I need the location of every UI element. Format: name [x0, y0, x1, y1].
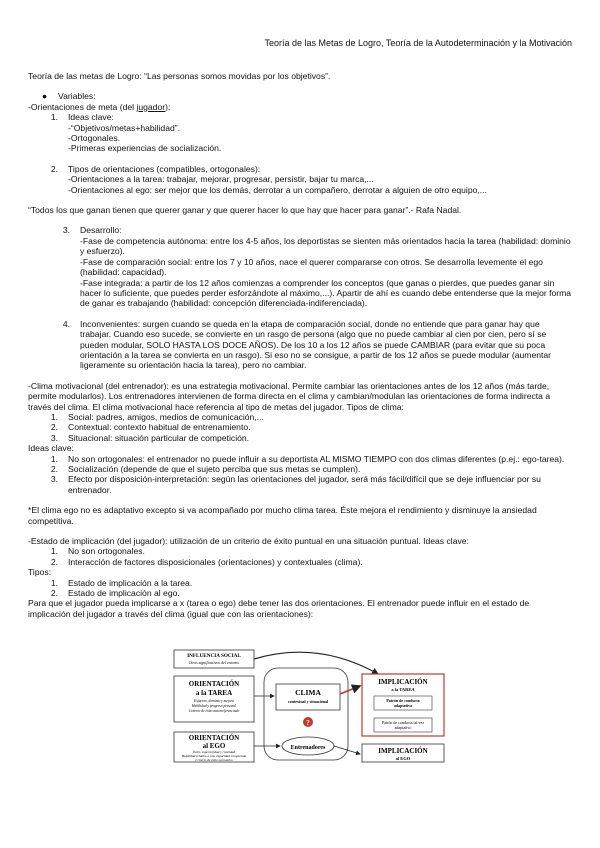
clima-idea: 2. Socialización (depende de que el sujeto perciba que sus metas se cumplen).: [50, 464, 361, 474]
svg-text:Patrón de conducta: Patrón de conducta: [386, 698, 420, 703]
clima-type: 2. Contextual: contexto habitual de entrenamiento.: [50, 422, 251, 433]
orientacion-ego-title: ORIENTACIÓN: [188, 734, 240, 742]
clima-title: CLIMA: [295, 688, 321, 697]
clima-diagram: [168, 646, 451, 764]
clima-sub: contextual y situacional: [287, 699, 329, 704]
implicacion-intro: -Estado de implicación (del jugador): utilización de un criterio de éxito puntual en una situación puntual. Ideas clave:: [28, 536, 469, 547]
clima-ego-arrow: [334, 746, 360, 754]
clima-note: *El clima ego no es adaptativo excepto si va acompañado por mucho clima tarea. Éste mejora el rendimiento y disminuye la ansiedad competitiva.: [28, 505, 537, 526]
implicacion-idea: 1. No son ortogonales.: [50, 546, 145, 557]
svg-text:?: ?: [306, 719, 310, 727]
tarea-small-3: Criterio de éxito autorreferenciado: [188, 709, 240, 713]
tarea-small-1: Esfuerzo, dominio y mejora: [194, 699, 234, 703]
orientacion-ego-sub: al EGO: [202, 742, 226, 750]
ego-small-1: Éxito, superioridad y rivalidad: [192, 750, 236, 754]
implicacion-ego-title: IMPLICACIÓN: [378, 747, 428, 755]
clima-tarea-arrow: [340, 686, 360, 694]
desarrollo-item: 3. Desarrollo: -Fase de competencia autónoma: entre los 4-5 años, los deportistas se sienten más orientados hacia la tarea (habilidad: dominio y esfuerzo). -Fase de comparación social: entre los 7 y 10 años, nace el querer compararse con otros. Se desarrolla levemente el ego (habilidad: capacidad). -Fase integrada: a partir de los 12 años comienzas a comprender los conceptos (que ganas o pierdes, que puedes ganar sin hacer lo suficiente, que puedes perder esforzándote al máximo,...). Apartir de ahí es cuando debe entenderse que la mejor forma de ganar es trabajando (habilidad: concepción diferenciada-indiferenciada).: [62, 225, 572, 309]
page-header: Teoría de las Metas de Logro, Teoría de la Autodeterminación y la Motivación: [264, 38, 572, 48]
orientaciones-heading: -Orientaciones de meta (del jugador):: [28, 101, 171, 112]
bullet-dot-icon: ●: [42, 91, 48, 102]
implicacion-tarea-sub: a la TAREA: [391, 687, 415, 692]
implicacion-closing: Para que el jugador pueda implicarse a x (tarea o ego) debe tener las dos orientaciones. El entrenador puede influir en el estado de implicación del jugador a través del clima (igual que con las orientaciones):: [28, 598, 530, 619]
implicacion-idea: 2. Interacción de factores disposicionales (orientaciones) y contextuales (clima).: [50, 556, 363, 567]
implicacion-tarea-title: IMPLICACIÓN: [378, 678, 428, 686]
svg-text:adaptativo: adaptativo: [393, 703, 413, 708]
implicacion-tipos-label: Tipos:: [28, 567, 52, 578]
clima-idea: 3. Efecto por disposición-interpretación: según las orientaciones del jugador, será más fácil/difícil que se deje influenciar por su entrenador.: [50, 474, 541, 495]
entrenadores-label: Entrenadores: [290, 745, 326, 751]
tarea-small-2: Habilidad y progreso personal: [191, 704, 237, 708]
clima-type: 3. Situacional: situación particular de competición.: [50, 432, 250, 443]
clima-ideas-label: Ideas clave:: [28, 443, 74, 454]
intro-line: Teoría de las metas de Logro: “Las personas somos movidas por los objetivos”.: [28, 71, 331, 81]
implicacion-ego-sub: al EGO: [395, 756, 411, 761]
clima-idea: 1. No son ortogonales: el entrenador no puede influir a su deportista AL MISMO TIEMPO con dos climas diferentes (p.ej.: ego-tarea).: [50, 453, 565, 464]
document-body: [28, 71, 573, 619]
svg-text:adaptativo: adaptativo: [394, 725, 412, 730]
implicacion-tipo: 1. Estado de implicación a la tarea.: [50, 577, 193, 588]
clima-intro: -Clima motivacional (del entrenador): es una estrategia motivacional. Permite cambiar las orientaciones antes de los 12 años (más tarde, permite modularlos). Los entrenadores intervienen de forma directa en el clima y cambian/modulan las orientaciones de forma indirecta a través del clima. El clima motivacional hace referencia al tipo de metas del jugador. Tipos de clima:: [28, 380, 551, 412]
tipos-item: 2. Tipos de orientaciones (compatibles, ortogonales): -Orientaciones a la tarea: trabajar, mejorar, progresar, persistir, bajar tu marca,... -Orientaciones al ego: ser mejor que los demás, derrotar a un compañero, derrotar a alguien de otro equipo,...: [50, 163, 487, 195]
svg-text:Patrón de conducta tal vez: Patrón de conducta tal vez: [381, 720, 425, 725]
orientacion-tarea-title: ORIENTACIÓN: [188, 680, 240, 688]
inconvenientes-item: 4. Inconvenientes: surgen cuando se queda en la etapa de comparación social, donde no entiende que para ganar hay que trabajar. Cuando eso sucede, se convierte en un rasgo de persona (algo que no puede cambiar al cien por cien, pero sí se pueden modular, SOLO HASTA LOS DOCE AÑOS). De los 10 a los 12 años se puede CAMBIAR (para evitar que su poca orientación a la tarea se convierta en un rasgo). Si eso no se consigue, a partir de los 12 años se puede modular (aumentar ligeramente su orientación hacia la tarea), pero no cambiar.: [62, 318, 552, 371]
variables-bullet: ● Variables:: [42, 91, 96, 102]
orientacion-tarea-sub: a la TAREA: [195, 689, 233, 697]
ego-small-3: Criterio de éxito normativo: [195, 758, 233, 762]
influencia-sub: Otros significativos del entorno: [188, 660, 240, 665]
influencia-arrow: [254, 652, 378, 674]
influencia-title: INFLUENCIA SOCIAL: [187, 653, 241, 659]
ego-small-2: Habilidad relativa a una capacidad comparada: [181, 754, 247, 758]
clima-type: 1. Social: padres, amigos, medios de comunicación,...: [50, 411, 264, 422]
implicacion-tipo: 2. Estado de implicación al ego.: [50, 588, 180, 599]
nadal-quote: “Todos los que ganan tienen que querer ganar y que querer hacer lo que hay que hacer para ganar”.- Rafa Nadal.: [28, 205, 462, 216]
ideas-clave-item: 1. Ideas clave: -“Objetivos/metas+habilidad”. -Ortogonales. -Primeras experiencias de socialización.: [50, 112, 222, 154]
